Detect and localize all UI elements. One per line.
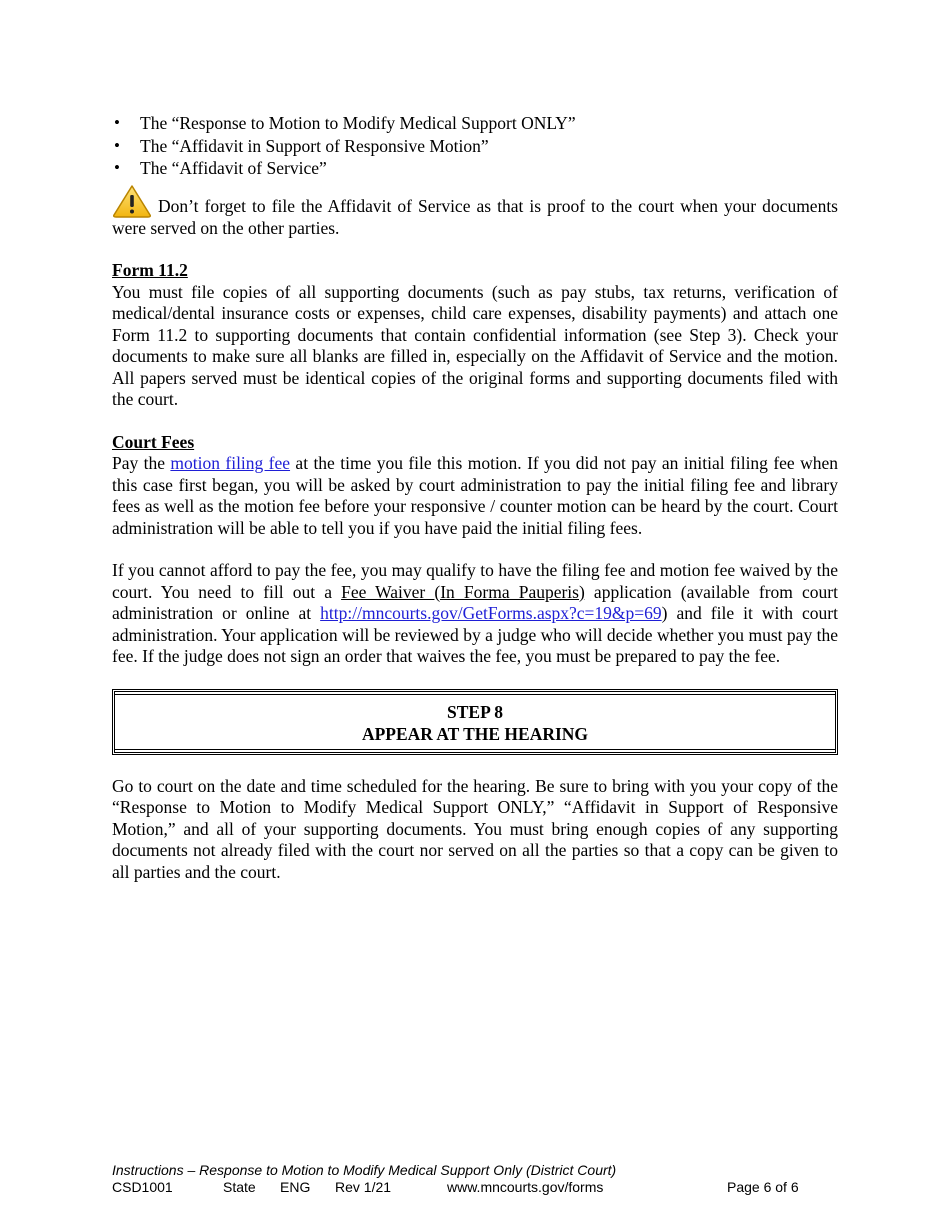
page-number: Page 6 of 6 — [727, 1179, 799, 1195]
get-forms-url-link[interactable]: http://mncourts.gov/GetForms.aspx?c=19&p=69 — [320, 603, 662, 623]
section-heading: Form 11.2 — [112, 260, 188, 280]
footer-meta-row — [112, 1179, 838, 1196]
warning-icon — [112, 184, 152, 218]
text-span: application (available from court administration or online at — [112, 581, 838, 623]
warning-paragraph — [112, 184, 838, 240]
text-span: Pay the — [112, 453, 171, 473]
text-span: ) and file it with court administration. Your application will be reviewed by a judge who will decide whether you must pay the fee. If the judge does not sign an order that waives the fee, you must be prepared to pay the fee. — [112, 603, 838, 666]
jurisdiction: State — [223, 1179, 256, 1195]
form-11-2-section — [112, 260, 838, 411]
court-fees-paragraph-1 — [112, 453, 838, 539]
list-item: • The “Response to Motion to Modify Medical Support ONLY” — [112, 112, 838, 135]
text-span: at the time you file this motion. If you did not pay an initial filing fee when this case first began, you will be asked by court administration to pay the initial filing fee and library fees as well as the motion fee before your responsive / counter motion can be heard by the court. Court administration will be able to tell you if you have paid the initial filing fees. — [112, 453, 838, 538]
step-8-box — [112, 689, 838, 755]
step-number: STEP 8 — [447, 701, 503, 722]
list-item: • The “Affidavit of Service” — [112, 157, 838, 180]
section-heading: Court Fees — [112, 431, 195, 452]
footer-title: Instructions – Response to Motion to Modify Medical Support Only (District Court) — [112, 1162, 617, 1178]
page-footer — [112, 1162, 838, 1196]
step-8-body: Go to court on the date and time scheduled for the hearing. Be sure to bring with you your copy of the “Response to Motion to Modify Medical Support ONLY,” “Affidavit in Support of Responsive Motion,” and all of your supporting documents. You must bring enough copies of any supporting documents not already filed with the court nor served on all the parties so that a copy can be given to all parties and the court. — [112, 775, 838, 882]
motion-filing-fee-link[interactable]: motion filing fee — [170, 453, 291, 473]
step-8-box-inner — [114, 694, 836, 750]
court-fees-paragraph-2 — [112, 560, 838, 668]
list-item: • The “Affidavit in Support of Responsive Motion” — [112, 135, 838, 158]
fee-waiver-form-name: Fee Waiver (In Forma Pauperis) — [341, 581, 585, 602]
language-code: ENG — [280, 1179, 311, 1195]
form-code: CSD1001 — [112, 1179, 173, 1195]
forms-website: www.mncourts.gov/forms — [447, 1179, 604, 1195]
text-span: If you cannot afford to pay the fee, you may qualify to have the filing fee and motion fee waived by the court. You need to fill out a — [112, 560, 838, 602]
required-forms-list — [112, 112, 838, 180]
revision: Rev 1/21 — [335, 1179, 392, 1195]
step-title: APPEAR AT THE HEARING — [361, 723, 589, 744]
form-11-2-body: You must file copies of all supporting documents (such as pay stubs, tax returns, verification of medical/dental insurance costs or expenses, child care expenses, disability payments) and attach one Form 11.2 to supporting documents that contain confidential information (see Step 3). Check your documents to make sure all blanks are filled in, especially on the Affidavit of Service and the motion. All papers served must be identical copies of the original forms and supporting documents filed with the court. — [112, 281, 838, 409]
document-page — [112, 112, 838, 883]
warning-text: Don’t forget to file the Affidavit of Service as that is proof to the court when your documents were served on the other parties. — [112, 195, 838, 238]
court-fees-section — [112, 432, 838, 668]
